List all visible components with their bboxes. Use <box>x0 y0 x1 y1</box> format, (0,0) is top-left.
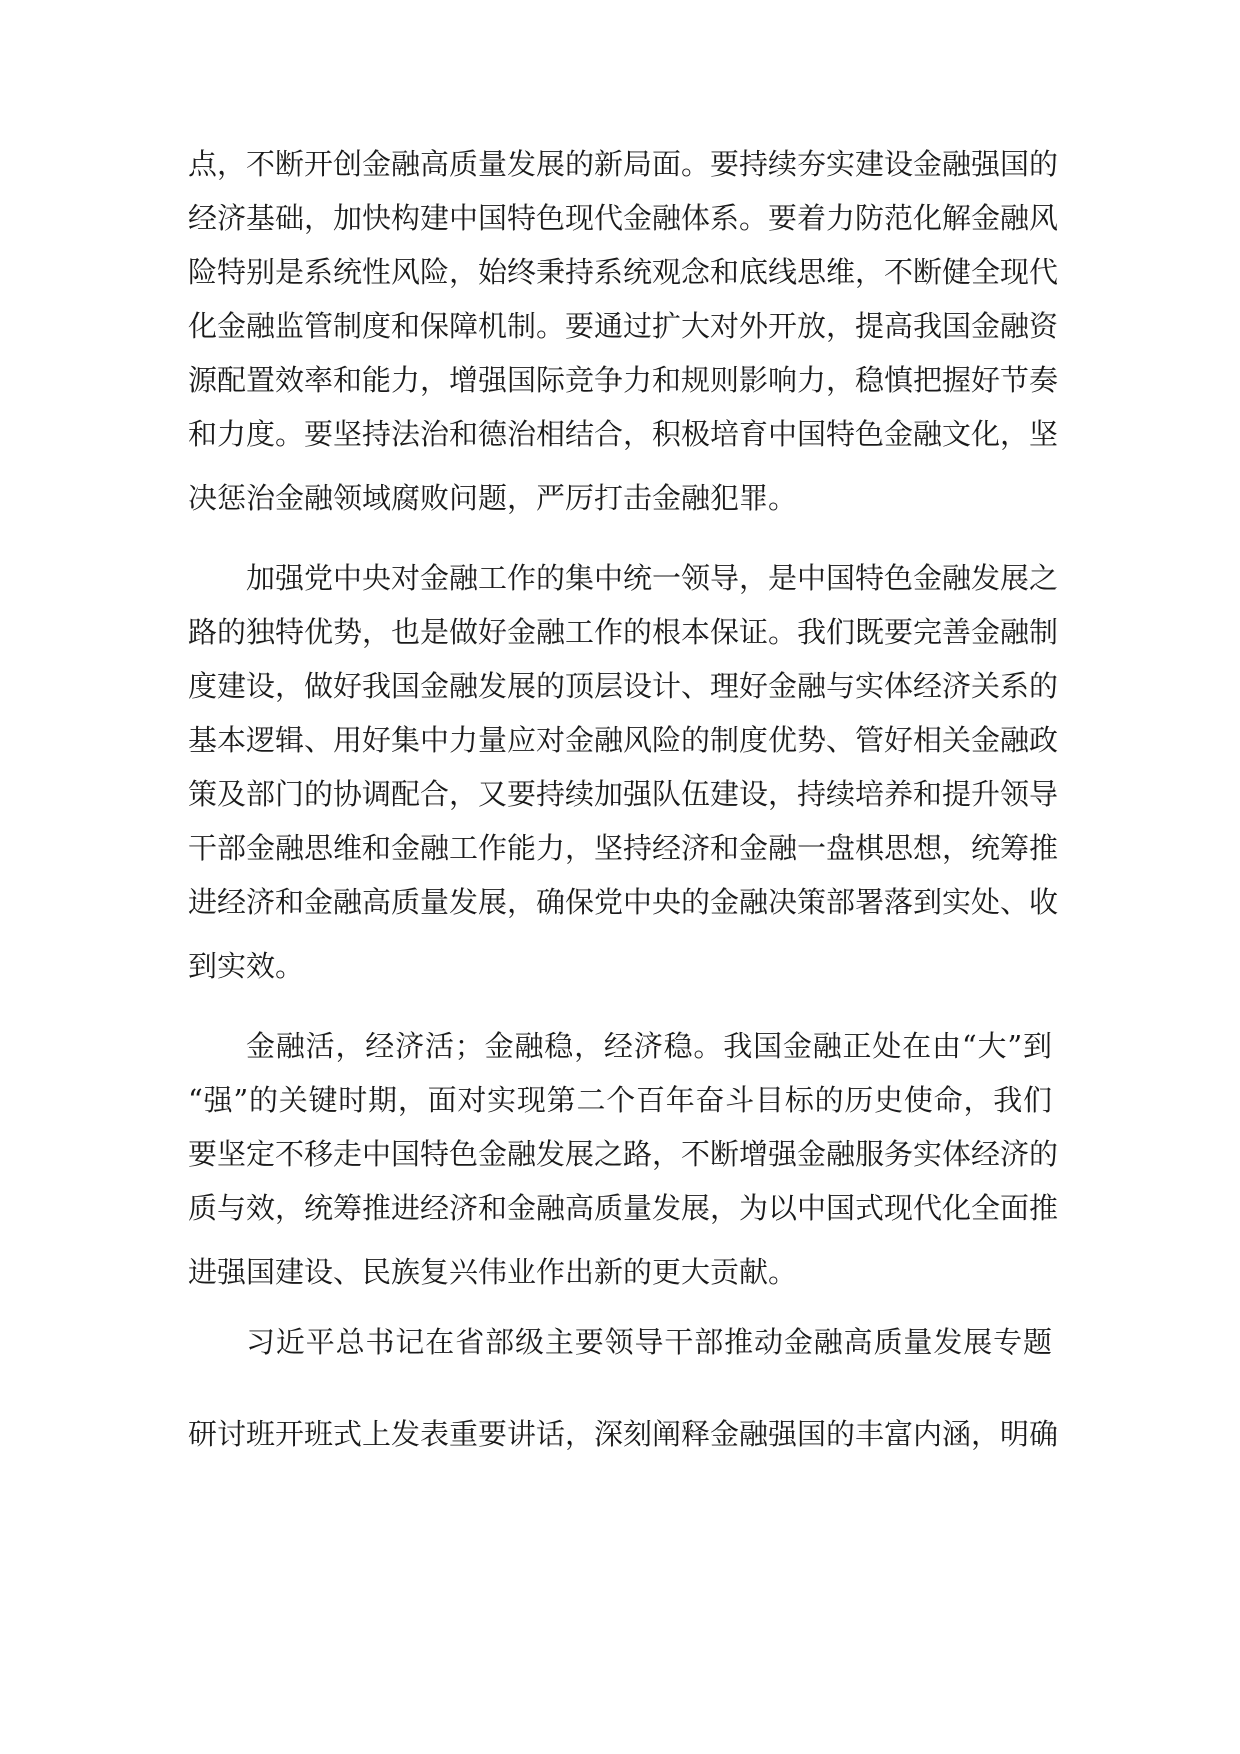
paragraph-2-line-5: 策及部门的协调配合，又要持续加强队伍建设，持续培养和提升领导 <box>188 777 1059 811</box>
paragraph-1-line-5: 源配置效率和能力，增强国际竞争力和规则影响力，稳慎把握好节奏 <box>188 363 1059 397</box>
paragraph-3-line-4: 质与效，统筹推进经济和金融高质量发展，为以中国式现代化全面推 <box>188 1191 1059 1225</box>
paragraph-1-line-4: 化金融监管制度和保障机制。要通过扩大对外开放，提高我国金融资 <box>188 309 1059 343</box>
paragraph-4-line-2: 研讨班开班式上发表重要讲话，深刻阐释金融强国的丰富内涵，明确 <box>188 1417 1059 1451</box>
paragraph-2-line-6: 干部金融思维和金融工作能力，坚持经济和金融一盘棋思想，统筹推 <box>188 831 1059 865</box>
paragraph-3-line-3: 要坚定不移走中国特色金融发展之路，不断增强金融服务实体经济的 <box>188 1137 1059 1171</box>
paragraph-1-line-7: 决惩治金融领域腐败问题，严厉打击金融犯罪。 <box>188 481 798 515</box>
paragraph-2-line-3: 度建设，做好我国金融发展的顶层设计、理好金融与实体经济关系的 <box>188 669 1059 703</box>
paragraph-1-line-2: 经济基础，加快构建中国特色现代金融体系。要着力防范化解金融风 <box>188 201 1059 235</box>
paragraph-1-line-3: 险特别是系统性风险，始终秉持系统观念和底线思维，不断健全现代 <box>188 255 1059 289</box>
paragraph-1-line-6: 和力度。要坚持法治和德治相结合，积极培育中国特色金融文化，坚 <box>188 417 1059 451</box>
paragraph-2-line-8: 到实效。 <box>188 949 305 983</box>
paragraph-3-line-1: 金融活，经济活；金融稳，经济稳。我国金融正处在由“大”到 <box>246 1029 1052 1063</box>
paragraph-3-line-2: “强”的关键时期，面对实现第二个百年奋斗目标的历史使命，我们 <box>188 1083 1052 1117</box>
paragraph-2-line-1: 加强党中央对金融工作的集中统一领导，是中国特色金融发展之 <box>246 561 1059 595</box>
paragraph-1-line-1: 点，不断开创金融高质量发展的新局面。要持续夯实建设金融强国的 <box>188 147 1059 181</box>
paragraph-2-line-4: 基本逻辑、用好集中力量应对金融风险的制度优势、管好相关金融政 <box>188 723 1059 757</box>
paragraph-2-line-7: 进经济和金融高质量发展，确保党中央的金融决策部署落到实处、收 <box>188 885 1059 919</box>
paragraph-3-line-5: 进强国建设、民族复兴伟业作出新的更大贡献。 <box>188 1255 798 1289</box>
paragraph-4-line-1: 习近平总书记在省部级主要领导干部推动金融高质量发展专题 <box>246 1325 1052 1359</box>
paragraph-2-line-2: 路的独特优势，也是做好金融工作的根本保证。我们既要完善金融制 <box>188 615 1059 649</box>
